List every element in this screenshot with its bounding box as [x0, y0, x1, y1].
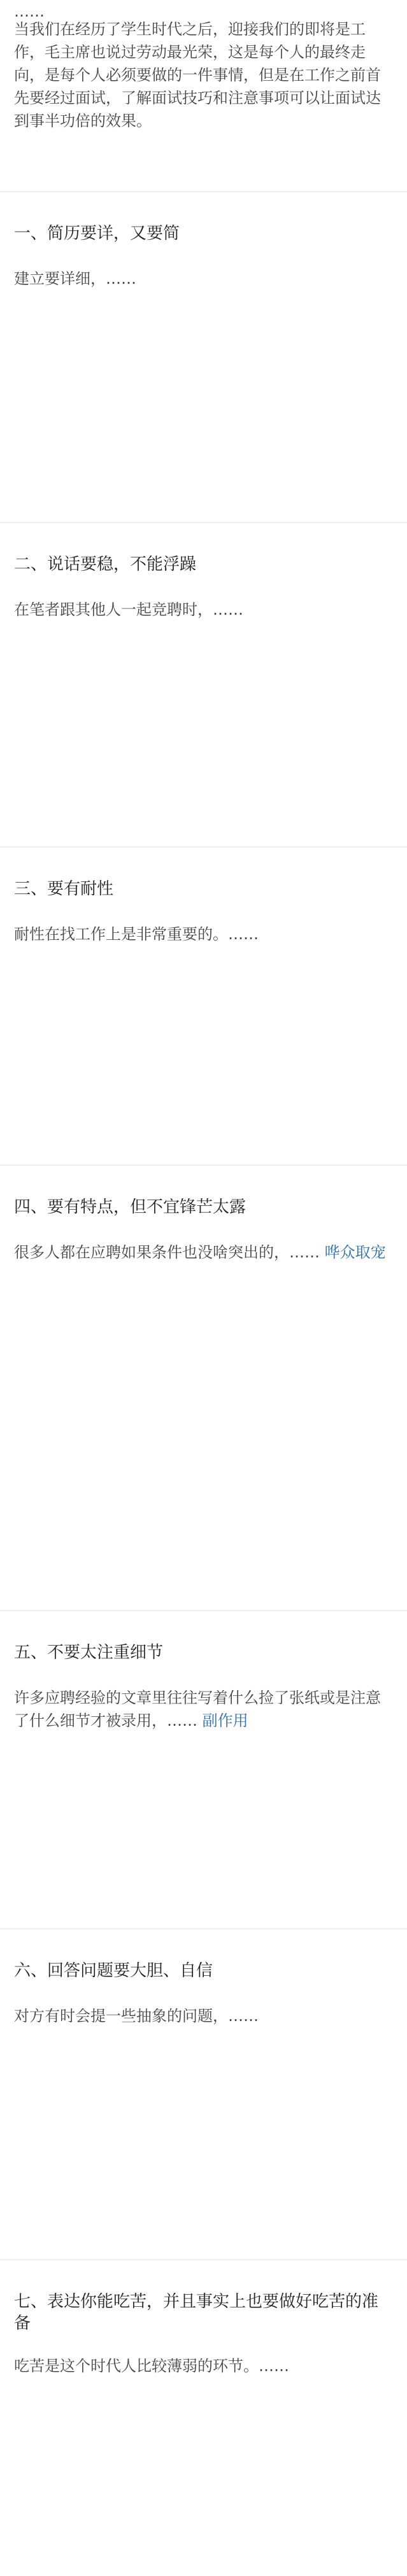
divider: [0, 1165, 407, 1166]
section-paragraph-6: 对方有时会提一些抽象的问题，……: [14, 2007, 259, 2025]
divider: [0, 522, 407, 523]
intro-paragraph: 当我们在经历了学生时代之后，迎接我们的即将是工作，毛主席也说过劳动最光荣，这是每个人的最终走向，是每个人必须要做的一件事情，但是在工作之前首先要经过面试，了解面试技巧和注意事项可以让面试达到事半功倍的效果。: [14, 20, 381, 130]
section-title-4: 四、要有特点，但不宜锋芒太露: [14, 1198, 246, 1217]
link-fuzuoyong[interactable]: 副作用: [202, 1712, 248, 1730]
section-paragraph-2: 在笔者跟其他人一起竞聘时，……: [14, 601, 243, 619]
section-paragraph-5: [14, 1686, 393, 1732]
section-paragraph-5-text: 许多应聘经验的文章里往往写着什么捡了张纸或是注意了什么细节才被录用，……: [14, 1689, 381, 1730]
divider: [0, 1928, 407, 1929]
section-paragraph-7: 吃苦是这个时代人比较薄弱的环节。……: [14, 2357, 289, 2375]
section-title-2: 二、说话要稳，不能浮躁: [14, 555, 197, 574]
top-fragment: ……: [14, 3, 45, 20]
divider: [0, 846, 407, 848]
divider: [0, 191, 407, 192]
section-paragraph-4: [14, 1241, 393, 1264]
section-paragraph-3: 耐性在找工作上是非常重要的。……: [14, 925, 259, 943]
section-paragraph-1: 建立要详细，……: [14, 270, 136, 288]
section-title-1: 一、简历要详，又要简: [14, 224, 180, 243]
section-title-7: 七、表达你能吃苦，并且事实上也要做好吃苦的准备: [14, 2292, 379, 2333]
section-title-5: 五、不要太注重细节: [14, 1643, 164, 1662]
divider: [0, 1610, 407, 1611]
section-paragraph-4-text: 很多人都在应聘如果条件也没啥突出的，……: [14, 1243, 320, 1261]
link-huazhongqu[interactable]: 哗众取宠: [324, 1243, 386, 1261]
divider: [0, 2259, 407, 2260]
section-title-3: 三、要有耐性: [14, 879, 114, 899]
section-title-6: 六、回答问题要大胆、自信: [14, 1961, 213, 1980]
